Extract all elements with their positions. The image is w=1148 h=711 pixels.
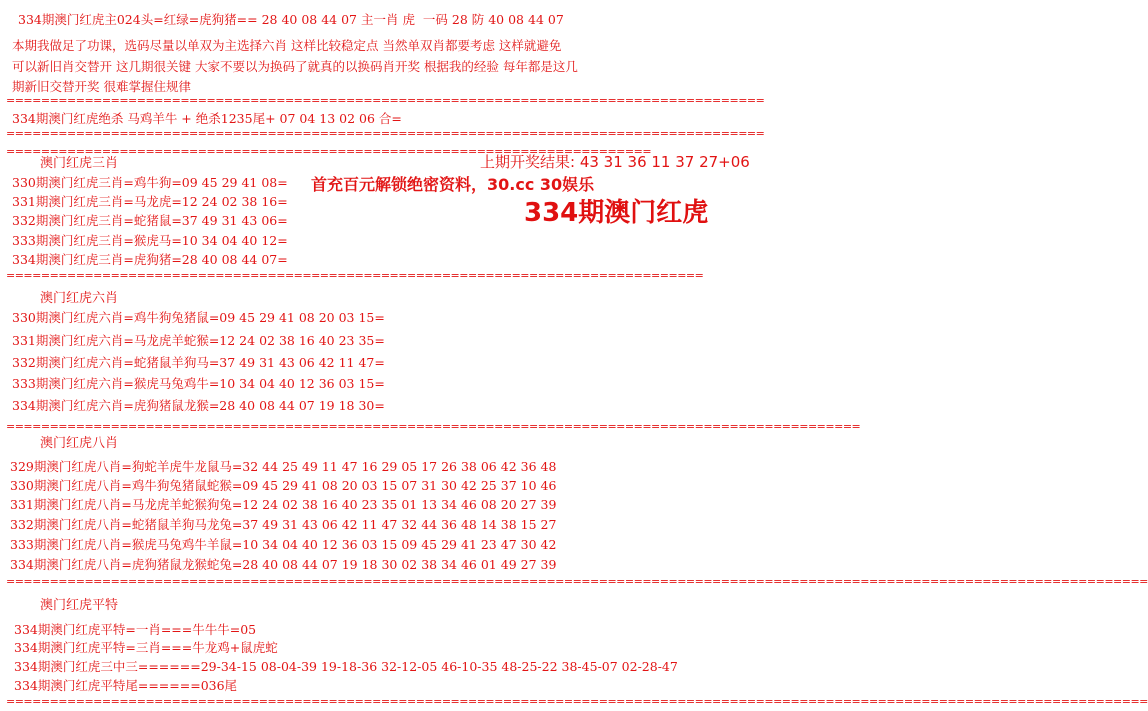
three-section-title: 澳门红虎三肖 — [40, 156, 119, 171]
eight-row: 332期澳门红虎八肖=蛇猪鼠羊狗马龙兔=37 49 31 43 06 42 11 47 32 44 36 48 14 38 15 27 — [10, 517, 557, 532]
eight-row: 329期澳门红虎八肖=狗蛇羊虎牛龙鼠马=32 44 25 49 11 47 16 29 05 17 26 38 06 42 36 48 — [10, 459, 557, 474]
three-row: 330期澳门红虎三肖=鸡牛狗=09 45 29 41 08= — [12, 175, 288, 190]
special-row: 334期澳门红虎平特=三肖===牛龙鸡+鼠虎蛇 — [14, 640, 278, 655]
separator: ================================================================================ — [6, 269, 704, 282]
separator: ========================================================================== — [6, 145, 652, 158]
special-section-title: 澳门红虎平特 — [40, 598, 119, 613]
header-top-line: 334期澳门红虎主024头=红绿=虎狗猪== 28 40 08 44 07 主一肖 虎 一码 28 防 40 08 44 07 — [18, 12, 564, 27]
six-row: 332期澳门红虎六肖=蛇猪鼠羊狗马=37 49 31 43 06 42 11 47= — [12, 355, 385, 370]
separator: ======================================================================================= — [6, 127, 765, 140]
six-row: 331期澳门红虎六肖=马龙虎羊蛇猴=12 24 02 38 16 40 23 35= — [12, 333, 385, 348]
three-row: 331期澳门红虎三肖=马龙虎=12 24 02 38 16= — [12, 194, 288, 209]
eight-row: 334期澳门红虎八肖=虎狗猪鼠龙猴蛇兔=28 40 08 44 07 19 18 30 02 38 34 46 01 49 27 39 — [10, 557, 557, 572]
special-row: 334期澳门红虎平特=一肖===牛牛牛=05 — [14, 622, 257, 637]
six-section-title: 澳门红虎六肖 — [40, 291, 119, 306]
intro-line-1: 本期我做足了功课，选码尽量以单双为主选择六肖 这样比较稳定点 当然单双肖都要考虑 这样就避免 — [12, 38, 562, 53]
intro-line-3: 期新旧交替开奖 很难掌握住规律 — [12, 79, 191, 94]
separator: =================================================================================================================================== — [6, 695, 1148, 708]
special-row: 334期澳门红虎三中三======29-34-15 08-04-39 19-18-36 32-12-05 46-10-35 48-25-22 38-45-07 02-28-47 — [14, 659, 678, 674]
promo-text: 首充百元解锁绝密资料，30.cc 30娱乐 — [311, 175, 595, 194]
three-row: 332期澳门红虎三肖=蛇猪鼠=37 49 31 43 06= — [12, 213, 288, 228]
eight-row: 331期澳门红虎八肖=马龙虎羊蛇猴狗兔=12 24 02 38 16 40 23 35 01 13 34 46 08 20 27 39 — [10, 497, 557, 512]
six-row: 330期澳门红虎六肖=鸡牛狗兔猪鼠=09 45 29 41 08 20 03 15= — [12, 310, 385, 325]
six-row: 334期澳门红虎六肖=虎狗猪鼠龙猴=28 40 08 44 07 19 18 30= — [12, 398, 385, 413]
three-row: 334期澳门红虎三肖=虎狗猪=28 40 08 44 07= — [12, 252, 288, 267]
big-title: 334期澳门红虎 — [524, 198, 709, 228]
separator: =================================================================================================================================== — [6, 575, 1148, 588]
separator: ======================================================================================= — [6, 94, 765, 107]
last-result-text: 上期开奖结果: 43 31 36 11 37 27+06 — [480, 153, 750, 171]
special-row: 334期澳门红虎平特尾======036尾 — [14, 678, 238, 693]
eight-row: 330期澳门红虎八肖=鸡牛狗兔猪鼠蛇猴=09 45 29 41 08 20 03 15 07 31 30 42 25 37 10 46 — [10, 478, 557, 493]
kill-line: 334期澳门红虎绝杀 马鸡羊牛 + 绝杀1235尾+ 07 04 13 02 06 合= — [12, 111, 402, 126]
six-row: 333期澳门红虎六肖=猴虎马兔鸡牛=10 34 04 40 12 36 03 15= — [12, 376, 385, 391]
eight-section-title: 澳门红虎八肖 — [40, 436, 119, 451]
eight-row: 333期澳门红虎八肖=猴虎马兔鸡牛羊鼠=10 34 04 40 12 36 03 15 09 45 29 41 23 47 30 42 — [10, 537, 557, 552]
three-row: 333期澳门红虎三肖=猴虎马=10 34 04 40 12= — [12, 233, 288, 248]
intro-line-2: 可以新旧肖交替开 这几期很关键 大家不要以为换码了就真的以换码肖开奖 根据我的经验 每年都是这几 — [12, 59, 578, 74]
separator: ================================================================================================== — [6, 420, 861, 433]
